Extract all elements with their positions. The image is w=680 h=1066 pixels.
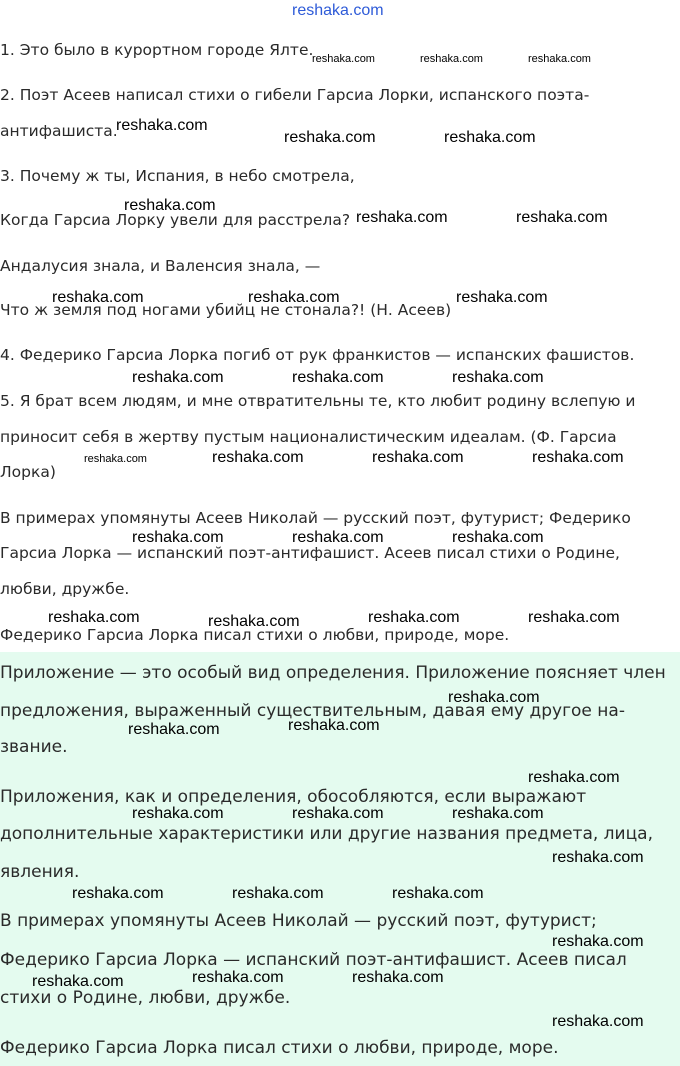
text-line: В примерах упомянуты Асеев Николай — русский поэт, футурист; Федерико [0, 509, 631, 527]
watermark: reshaka.com [84, 453, 147, 465]
watermark: reshaka.com [248, 289, 340, 306]
watermark: reshaka.com [528, 609, 620, 626]
watermark: reshaka.com [448, 689, 540, 706]
watermark: reshaka.com [372, 449, 464, 466]
watermark: reshaka.com [192, 969, 284, 986]
watermark: reshaka.com [232, 885, 324, 902]
watermark: reshaka.com [552, 933, 644, 950]
watermark: reshaka.com [72, 885, 164, 902]
text-line: приносит себя в жертву пустым националистическим идеалам. (Ф. Гарсиа [0, 428, 617, 446]
text-line: 2. Поэт Асеев написал стихи о гибели Гарсиа Лорки, испанского поэта- [0, 86, 590, 104]
theory-line: стихи о Родине, любви, дружбе. [0, 988, 291, 1008]
text-line: антифашиста. [0, 122, 118, 140]
watermark: reshaka.com [292, 529, 384, 546]
theory-line: Приложение — это особый вид определения. Приложение поясняет член [0, 663, 666, 683]
theory-line: явления. [0, 862, 80, 882]
theory-line: Федерико Гарсиа Лорка — испанский поэт-антифашист. Асеев писал [0, 950, 627, 970]
theory-line: дополнительные характеристики или другие названия предмета, лица, [0, 824, 653, 844]
watermark: reshaka.com [452, 369, 544, 386]
text-line: 5. Я брат всем людям, и мне отвратительны те, кто любит родину вслепую и [0, 392, 636, 410]
watermark: reshaka.com [452, 529, 544, 546]
watermark: reshaka.com [516, 209, 608, 226]
watermark: reshaka.com [212, 449, 304, 466]
theory-line: Приложения, как и определения, обособляются, если выражают [0, 787, 587, 807]
text-line: Лорка) [0, 463, 56, 481]
text-line: 4. Федерико Гарсиа Лорка погиб от рук франкистов — испанских фашистов. [0, 346, 635, 364]
text-line: Федерико Гарсиа Лорка писал стихи о любви, природе, море. [0, 626, 510, 644]
watermark: reshaka.com [452, 805, 544, 822]
text-line: 1. Это было в курортном городе Ялте. [0, 41, 314, 59]
watermark: reshaka.com [552, 849, 644, 866]
watermark: reshaka.com [356, 209, 448, 226]
watermark: reshaka.com [456, 289, 548, 306]
watermark: reshaka.com [128, 721, 220, 738]
watermark: reshaka.com [48, 609, 140, 626]
text-line: Андалусия знала, и Валенсия знала, — [0, 257, 321, 275]
watermark: reshaka.com [284, 129, 376, 146]
watermark: reshaka.com [116, 117, 208, 134]
text-line: Гарсиа Лорка — испанский поэт-антифашист. Асеев писал стихи о Родине, [0, 544, 620, 562]
watermark: reshaka.com [444, 129, 536, 146]
site-link[interactable]: reshaka.com [292, 2, 384, 19]
watermark: reshaka.com [52, 289, 144, 306]
watermark: reshaka.com [124, 197, 216, 214]
watermark: reshaka.com [368, 609, 460, 626]
watermark: reshaka.com [552, 1013, 644, 1030]
theory-line: Федерико Гарсиа Лорка писал стихи о любви, природе, море. [0, 1038, 559, 1058]
text-line: Когда Гарсиа Лорку увели для расстрела? [0, 211, 351, 229]
text-line: любви, дружбе. [0, 580, 130, 598]
watermark: reshaka.com [208, 613, 300, 630]
theory-line: звание. [0, 737, 68, 757]
text-line: Что ж земля под ногами убийц не стонала?! (Н. Асеев) [0, 301, 452, 319]
watermark: reshaka.com [528, 769, 620, 786]
watermark: reshaka.com [292, 369, 384, 386]
watermark: reshaka.com [288, 717, 380, 734]
text-line: 3. Почему ж ты, Испания, в небо смотрела, [0, 167, 355, 185]
watermark: reshaka.com [132, 529, 224, 546]
watermark: reshaka.com [532, 449, 624, 466]
watermark: reshaka.com [352, 969, 444, 986]
watermark: reshaka.com [132, 805, 224, 822]
watermark: reshaka.com [292, 805, 384, 822]
watermark: reshaka.com [392, 885, 484, 902]
watermark: reshaka.com [528, 53, 591, 65]
watermark: reshaka.com [32, 973, 124, 990]
watermark: reshaka.com [420, 53, 483, 65]
theory-line: В примерах упомянуты Асеев Николай — русский поэт, футурист; [0, 911, 597, 931]
watermark: reshaka.com [132, 369, 224, 386]
theory-line: предложения, выраженный существительным, давая ему другое на- [0, 701, 625, 721]
watermark: reshaka.com [312, 53, 375, 65]
